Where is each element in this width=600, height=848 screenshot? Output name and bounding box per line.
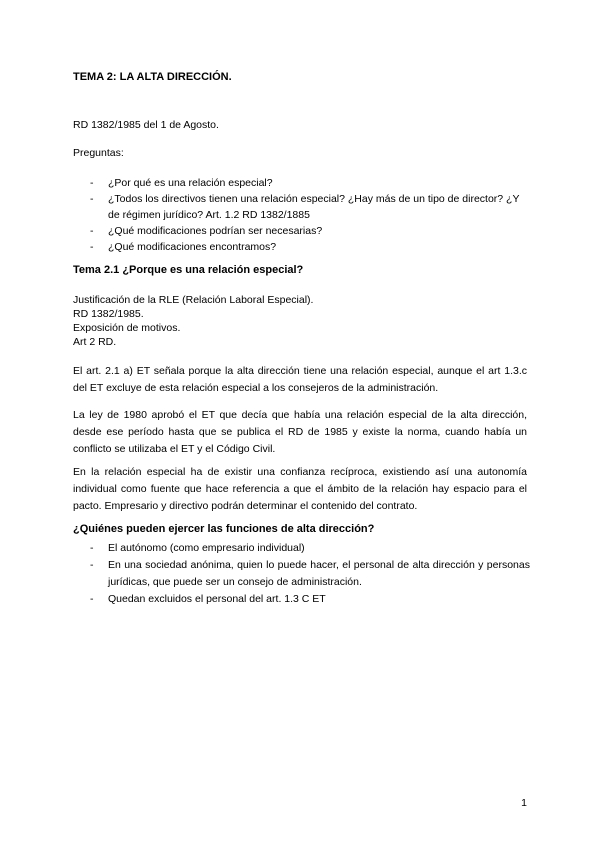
who-list bbox=[90, 540, 530, 608]
text-line: Art 2 RD. bbox=[73, 336, 117, 348]
section-heading: Tema 2.1 ¿Porque es una relación especial? bbox=[73, 264, 304, 276]
paragraph: La ley de 1980 aprobó el ET que decía que había una relación especial de la alta dirección, desde ese período hasta que se publica el RD de 1985 y existe la norma, cuando había un conflicto se utilizaba el ET y el Código Civil. bbox=[73, 409, 527, 455]
text-line: RD 1382/1985. bbox=[73, 308, 144, 320]
list-item: - El autónomo (como empresario individual) bbox=[90, 540, 530, 557]
text-line: Exposición de motivos. bbox=[73, 322, 181, 334]
list-item: - ¿Qué modificaciones podrían ser necesarias? bbox=[90, 223, 530, 239]
page-number: 1 bbox=[521, 797, 527, 809]
list-item: - En una sociedad anónima, quien lo puede hacer, el personal de alta dirección y personas jurídicas, que puede ser un consejo de administración. bbox=[90, 557, 530, 591]
list-item: - ¿Todos los directivos tienen una relación especial? ¿Hay más de un tipo de director? ¿Y de régimen jurídico? Art. 1.2 RD 1382/1885 bbox=[90, 191, 530, 223]
list-item: - ¿Por qué es una relación especial? bbox=[90, 175, 530, 191]
list-item: - Quedan excluidos el personal del art. 1.3 C ET bbox=[90, 591, 530, 608]
document-title: TEMA 2: LA ALTA DIRECCIÓN. bbox=[73, 71, 232, 83]
decree-reference: RD 1382/1985 del 1 de Agosto. bbox=[73, 119, 219, 131]
list-item: - ¿Qué modificaciones encontramos? bbox=[90, 239, 530, 255]
section-heading: ¿Quiénes pueden ejercer las funciones de alta dirección? bbox=[73, 523, 375, 535]
paragraph: En la relación especial ha de existir una confianza recíproca, existiendo así una autonomía individual como fuente que hace referencia a que el ámbito de la relación hay espacio para el pacto. Empresario y directivo podrán determinar el contenido del contrato. bbox=[73, 466, 527, 512]
text-line: Justificación de la RLE (Relación Laboral Especial). bbox=[73, 294, 314, 306]
questions-list bbox=[90, 175, 530, 255]
paragraph: El art. 2.1 a) ET señala porque la alta dirección tiene una relación especial, aunque el art 1.3.c del ET excluye de esta relación especial a los consejeros de la administración. bbox=[73, 365, 527, 394]
questions-label: Preguntas: bbox=[73, 147, 124, 159]
